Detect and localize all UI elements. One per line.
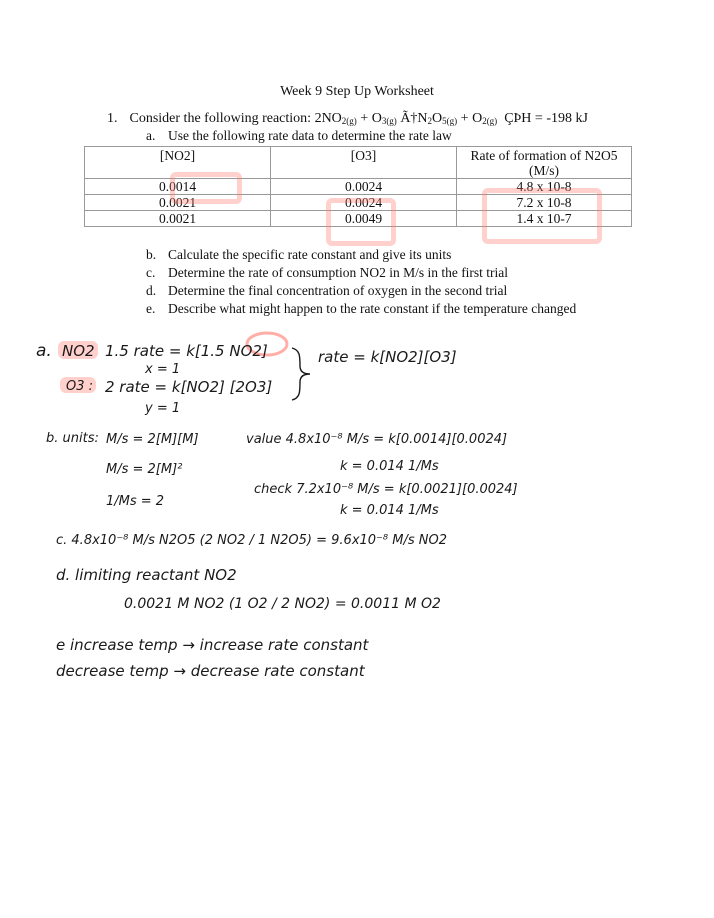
hw-b-u1: M/s = 2[M][M]: [106, 432, 199, 447]
part-e: e. Describe what might happen to the rate constant if the temperature changed: [146, 301, 577, 316]
hw-b-check: check 7.2x10⁻⁸ M/s = k[0.0021][0.0024]: [254, 482, 518, 497]
part-d: d. Determine the final concentration of oxygen in the second trial: [146, 283, 508, 298]
hw-d-line2: 0.0021 M NO2 (1 O2 / 2 NO2) = 0.0011 M O2: [124, 596, 441, 612]
hw-b-label: b. units:: [46, 431, 99, 446]
hw-a-line2: 2 rate = k[NO2] [2O3]: [105, 378, 273, 396]
hw-b-k1: k = 0.014 1/Ms: [340, 459, 439, 474]
hw-a-result: rate = k[NO2][O3]: [318, 348, 457, 366]
hw-a-y: y = 1: [145, 401, 181, 416]
hw-e-line1: e increase temp → increase rate constant: [56, 636, 369, 654]
hw-c-line: c. 4.8x10⁻⁸ M/s N2O5 (2 NO2 / 1 N2O5) = 9.6x10⁻⁸ M/s NO2: [56, 533, 447, 548]
hw-a-o3: O3 :: [66, 379, 94, 394]
table-row: 0.0021 0.0049 1.4 x 10-7: [85, 211, 632, 227]
hw-a-x: x = 1: [145, 362, 181, 377]
table-row: 0.0014 0.0024 4.8 x 10-8: [85, 179, 632, 195]
hw-b-u2: M/s = 2[M]²: [106, 462, 183, 477]
page-title: Week 9 Step Up Worksheet: [280, 84, 434, 99]
hw-b-u3: 1/Ms = 2: [106, 494, 165, 509]
reaction-enthalpy: = -198 kJ: [534, 111, 588, 126]
hw-b-value: value 4.8x10⁻⁸ M/s = k[0.0014][0.0024]: [246, 432, 508, 447]
reaction-prefix: Consider the following reaction: 2NO: [129, 111, 342, 126]
hw-d-line1: d. limiting reactant NO2: [56, 566, 237, 584]
question-1: 1. Consider the following reaction: $2NO_{2(g)} + O_{3(g)}$ $Ã\dagger N_2O_{5(g)} + O_{2(g)}$ ÇÞH = -198 kJ: [107, 111, 588, 126]
hw-a-line1: 1.5 rate = k[1.5 NO2]: [105, 342, 268, 360]
hw-e-line2: decrease temp → decrease rate constant: [56, 662, 365, 680]
table-row: 0.0021 0.0024 7.2 x 10-8: [85, 195, 632, 211]
header-o3: [O3]: [271, 147, 457, 179]
part-c: c. Determine the rate of consumption NO2 in M/s in the first trial: [146, 265, 509, 280]
hw-b-k2: k = 0.014 1/Ms: [340, 503, 439, 518]
header-no2: [NO2]: [85, 147, 271, 179]
part-b: b. Calculate the specific rate constant and give its units: [146, 247, 452, 262]
hw-a-no2: NO2: [62, 342, 95, 360]
hw-a-label: a.: [36, 341, 52, 361]
question-number: 1.: [107, 111, 118, 126]
part-a: a. Use the following rate data to determine the rate law: [146, 128, 452, 143]
header-rate: Rate of formation of N2O5 (M/s): [457, 147, 632, 179]
